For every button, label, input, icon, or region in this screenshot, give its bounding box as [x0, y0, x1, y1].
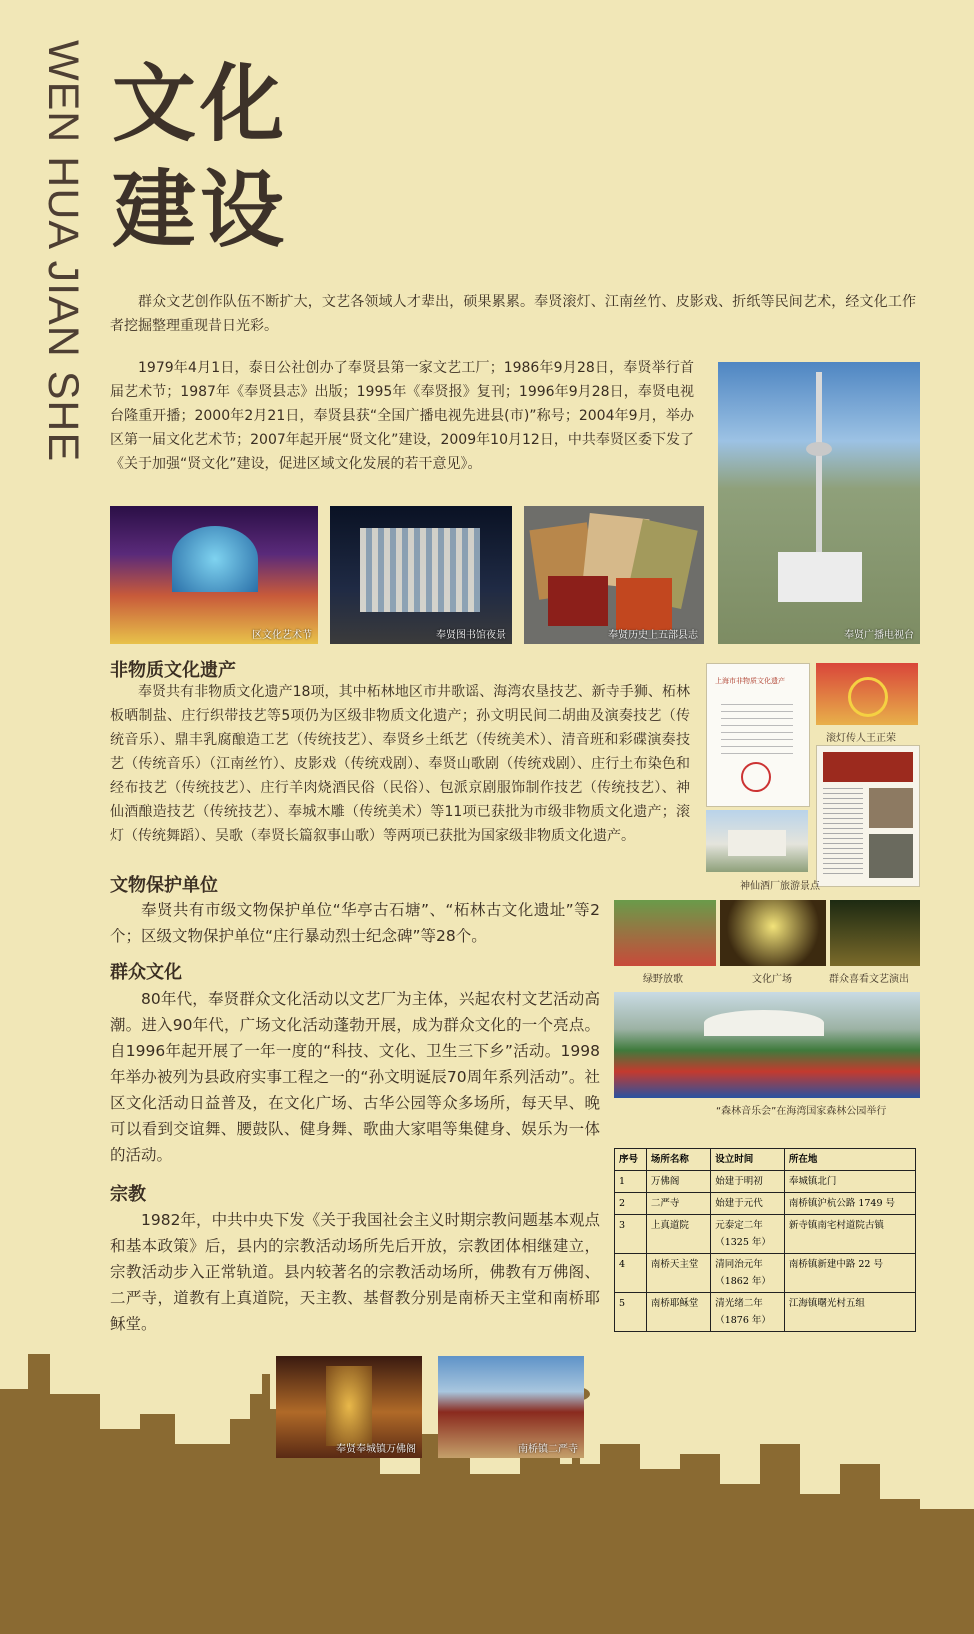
relics-paragraph: 奉贤共有市级文物保护单位“华亭古石塘”、“柘林古文化遗址”等2个；区级文物保护单位“庄行暴动烈士纪念碑”等28个。 [110, 901, 600, 945]
cell-place: 江海镇曙光村五组 [784, 1293, 915, 1332]
cell-time-line-1: 清光绪二年 [715, 1298, 763, 1309]
religious-sites-table [614, 1148, 916, 1332]
caption-audience: 群众喜看文艺演出 [829, 974, 909, 985]
cell-no: 2 [615, 1193, 647, 1215]
cell-time [711, 1293, 785, 1332]
photo-county-records [524, 506, 704, 644]
cell-name: 南桥耶稣堂 [646, 1293, 710, 1332]
cell-time-line-2: （1876 年） [715, 1315, 771, 1326]
intro-paragraph-2: 1979年4月1日，泰日公社创办了奉贤县第一家文艺工厂；1986年9月28日，奉贤举行首届艺术节；1987年《奉贤县志》出版；1995年《奉贤报》复刊；1996年9月28日，奉贤电视台隆重开播；2000年2月21日，奉贤县获“全国广播电视先进县(市)”称号；2004年9月，举办区第一届文化艺术节；2007年起开展“贤文化”建设，2009年10月12日，中共奉贤区委下发了《关于加强“贤文化”建设，促进区域文化发展的若干意见》。 [110, 360, 694, 472]
section-heading-religion: 宗教 [110, 1184, 146, 1205]
photo-art-festival [110, 506, 318, 644]
photo-caption: 奉贤奉城镇万佛阁 [336, 1444, 416, 1455]
table-row [615, 1254, 916, 1293]
table-row [615, 1215, 916, 1254]
page-title-line-2: 建设 [112, 161, 289, 259]
cell-name: 二严寺 [646, 1193, 710, 1215]
page-title-line-1: 文化 [112, 55, 289, 153]
section-heading-mass-culture: 群众文化 [110, 962, 182, 983]
section-heading-relics: 文物保护单位 [110, 875, 218, 896]
cell-time [711, 1254, 785, 1293]
table-row [615, 1171, 916, 1193]
photo-distillery [706, 810, 808, 872]
section-heading-heritage: 非物质文化遗产 [110, 660, 236, 681]
photo-caption: 奉贤历史上五部县志 [608, 630, 698, 641]
table-header-row [615, 1149, 916, 1171]
cell-time-line-2: （1862 年） [715, 1276, 771, 1287]
photo-heritage-certificate [706, 663, 810, 807]
table-row [615, 1193, 916, 1215]
table-row [615, 1293, 916, 1332]
cell-name: 上真道院 [646, 1215, 710, 1254]
cell-name: 南桥天主堂 [646, 1254, 710, 1293]
cell-time-line-2: （1325 年） [715, 1237, 771, 1248]
caption-culture-square: 文化广场 [752, 974, 792, 985]
photo-erfan-temple [438, 1356, 584, 1458]
cell-no: 5 [615, 1293, 647, 1332]
mass-culture-paragraph: 80年代，奉贤群众文化活动以文艺厂为主体，兴起农村文艺活动高潮。进入90年代，广场文化活动蓬勃开展，成为群众文化的一个亮点。自1996年起开展了一年一度的“科技、文化、卫生三下乡”活动。1998年举办被列为县政府实事工程之一的“孙文明诞辰70周年系列活动”。社区文化活动日益普及，在文化广场、古华公园等众多场所，每天早、晚可以看到交谊舞、腰鼓队、健身舞、歌曲大家唱等集健身、娱乐为一体的活动。 [110, 990, 600, 1164]
cell-place: 南桥镇沪杭公路 1749 号 [784, 1193, 915, 1215]
cell-no: 3 [615, 1215, 647, 1254]
photo-caption: 区文化艺术节 [252, 630, 312, 641]
cell-no: 1 [615, 1171, 647, 1193]
intro-paragraph-1: 群众文艺创作队伍不断扩大，文艺各领域人才辈出，硕果累累。奉贤滚灯、江南丝竹、皮影戏、折纸等民间艺术，经文化工作者挖掘整理重现昔日光彩。 [110, 294, 916, 334]
photo-culture-square [720, 900, 826, 966]
column-header: 序号 [615, 1149, 647, 1171]
cell-time: 始建于明初 [711, 1171, 785, 1193]
photo-caption: 奉贤图书馆夜景 [436, 630, 506, 641]
photo-wanfo-pavilion [276, 1356, 422, 1458]
caption-lantern-heir: 滚灯传人王正荣 [826, 733, 896, 744]
cell-place: 奉城镇北门 [784, 1171, 915, 1193]
photo-newspaper-clipping [816, 745, 920, 887]
photo-audience [830, 900, 920, 966]
heritage-paragraph: 奉贤共有非物质文化遗产18项，其中柘林地区市井歌谣、海湾农垦技艺、新寺手狮、柘林板晒制盐、庄行织带技艺等5项仍为区级非物质文化遗产；孙文明民间二胡曲及演奏技艺（传统音乐）、鼎丰乳腐酿造工艺（传统技艺）、奉贤乡土纸艺（传统美术）、清音班和彩碟演奏技艺（传统音乐）（江南丝竹）、皮影戏（传统戏剧）、奉贤山歌剧（传统戏剧）、庄行土布染色和经布技艺（传统技艺）、庄行羊肉烧酒民俗（民俗）、包派京剧服饰制作技艺（传统技艺）、神仙酒酿造技艺（传统技艺）、奉城木雕（传统美术）等11项已获批为市级非物质文化遗产；滚灯（传统舞蹈）、吴歌（奉贤长篇叙事山歌）等两项已获批为国家级非物质文化遗产。 [110, 684, 690, 844]
cell-name: 万佛阁 [646, 1171, 710, 1193]
photo-tv-tower [718, 362, 920, 644]
column-header: 设立时间 [711, 1149, 785, 1171]
caption-green-field-song: 绿野放歌 [643, 974, 683, 985]
cell-no: 4 [615, 1254, 647, 1293]
cell-time-line-1: 元泰定二年 [715, 1220, 763, 1231]
photo-green-field-song [614, 900, 716, 966]
religion-paragraph: 1982年，中共中央下发《关于我国社会主义时期宗教问题基本观点和基本政策》后，县内的宗教活动场所先后开放，宗教团体相继建立，宗教活动步入正常轨道。县内较著名的宗教活动场所，佛教有万佛阁、二严寺，道教有上真道院，天主教、基督教分别是南桥天主堂和南桥耶稣堂。 [110, 1211, 600, 1333]
cell-time: 始建于元代 [711, 1193, 785, 1215]
cell-place: 新寺镇南宅村道院古镇 [784, 1215, 915, 1254]
cell-time-line-1: 清同治元年 [715, 1259, 763, 1270]
caption-forest-concert: “森林音乐会”在海湾国家森林公园举行 [716, 1106, 887, 1117]
cell-time [711, 1215, 785, 1254]
certificate-title: 上海市非物质文化遗产 [715, 677, 785, 685]
photo-library [330, 506, 512, 644]
column-header: 场所名称 [646, 1149, 710, 1171]
column-header: 所在地 [784, 1149, 915, 1171]
vertical-english-title: WEN HUA JIAN SHE [39, 40, 87, 463]
photo-forest-concert [614, 992, 920, 1098]
photo-caption: 南桥镇二严寺 [518, 1444, 578, 1455]
cell-place: 南桥镇新建中路 22 号 [784, 1254, 915, 1293]
photo-rolling-lantern [816, 663, 918, 725]
photo-caption: 奉贤广播电视台 [844, 630, 914, 641]
caption-distillery: 神仙酒厂旅游景点 [740, 881, 820, 892]
